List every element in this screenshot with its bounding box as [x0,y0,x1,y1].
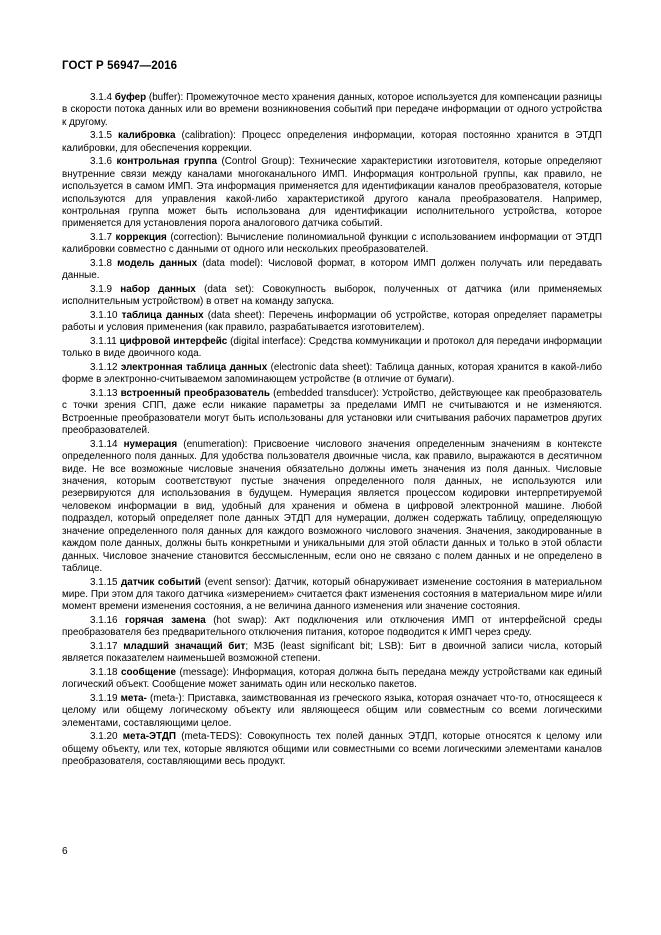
definition-text: (data model): Числовой формат, в котором ИМП должен получать или передавать данные. [62,258,602,282]
definition-number: 3.1.16 [90,614,118,626]
definition-text: (data set): Совокупность выборок, полученных от датчика (или применяемых исполнительным устройством) в ответ на команду запуска. [62,284,602,308]
definition-3-1-7 [62,232,602,257]
definition-3-1-13 [62,388,602,438]
definition-term: электронная таблица данных [120,362,268,374]
definition-number: 3.1.9 [90,284,112,296]
definition-3-1-15 [62,577,602,614]
definition-3-1-16 [62,615,602,640]
definition-3-1-4 [62,92,602,129]
definition-number: 3.1.7 [90,232,112,244]
definition-term: модель данных [117,258,198,270]
definition-term: коррекция [115,232,167,244]
definition-text: (meta-TEDS): Совокупность тех полей данных ЭТДП, которые относятся к целому или общему объекту, или тех, которые являются общими или совместными со всеми логическими элементами каналов преобразователя, составляющими весь продукт. [62,731,602,768]
definition-3-1-11 [62,336,602,361]
definition-3-1-9 [62,284,602,309]
definition-text: (Control Group): Технические характеристики изготовителя, которые определяют внутренние связи между каналами многоканального ИМП. Информация контрольной группы, как правило, не используется в самом ИМП. Эта информация применяется для идентификации каналов преобразователя, которые используются для управления какой-либо характеристикой другого канала преобразователя. Например, контрольная группа может быть использована для идентификации исполнительного устройства, которое применяется для установления порога аналогового датчика событий. [62,156,602,230]
definition-term: калибровка [118,130,176,142]
definition-number: 3.1.19 [90,692,118,704]
definition-3-1-12 [62,362,602,387]
definition-number: 3.1.6 [90,156,112,168]
definition-text: (data sheet): Перечень информации об устройстве, которая определяет параметры работы и условия применения (как правило, разрабатывается изготовителем). [62,310,602,334]
definition-number: 3.1.14 [90,438,118,450]
definition-text: (event sensor): Датчик, который обнаруживает изменение состояния в материальном мире. При этом для такого датчика «измерением» считается факт изменения состояния в материальном мире и/или момент времени изменения состояния, а не величина данного изменения или значение состояния. [62,576,603,613]
definition-text: (message): Информация, которая должна быть передана между устройствами как единый логический объект. Сообщение может занимать один или несколько пакетов. [62,666,602,691]
definition-text: (meta-): Приставка, заимствованная из греческого языка, которая означает что-то, относящееся к целому или общему логическому объекту или являющееся общим или совместным со всеми логическими элементами, составляющими целое. [62,692,603,729]
definition-term: датчик событий [121,576,201,588]
definition-number: 3.1.13 [90,388,118,400]
definition-term: цифровой интерфейс [119,336,228,348]
definition-number: 3.1.12 [90,362,118,374]
definition-text: (embedded transducer): Устройство, действующее как преобразователь с точки зрения СПП, даже если никакие параметры за пределами ИМП не считываются и не изменяются. Встроенные преобразователи могут быть использованы для установки или считывания рабочих параметров других преобразователей. [62,388,603,437]
definition-3-1-8 [62,258,602,283]
definition-3-1-14 [62,439,602,575]
definition-term: встроенный преобразователь [120,388,270,400]
definition-text: (enumeration): Присвоение числового значения определенным значениям в контексте определенного поля данных. Для удобства пользователя двоичные числа, как правило, выражаются в десятичном виде. Не все возможные числовые значения обязательно должны иметь значения из поля данных. Числовые значения, которым соответствуют пустые значения определенного поля данных, не используются или резервируются для использования в будущем. Нумерация является процессом кодировки интерпретируемой человеком информации в вид, удобный для хранения и обмена в цифровой электронной машине. Любой подраздел, который определяет поле данных ЭТДП для нумерации, должен содержать таблицу, определяющую значение определенного поля данных для каждого возможного числового значения. Значения, закодированные в каждом поле данных, должны быть конкретными и уникальными для этой области данных и только в этой области данных. Числовое значение становится бессмысленным, если оно не связано с полем данных и не определено в таблице. [62,438,602,574]
definitions-list [62,92,602,770]
definition-text: ; МЗБ (least significant bit; LSB): Бит в двоичной записи числа, который является показателем наименьшей возможной степени. [62,640,602,665]
definition-number: 3.1.11 [90,336,117,348]
definition-3-1-10 [62,310,602,335]
definition-term: буфер [114,92,147,103]
definition-text: (calibration): Процесс определения информации, которая постоянно хранится в ЭТДП калибровки, для обеспечения коррекции. [62,130,602,154]
definition-number: 3.1.5 [90,130,112,142]
definition-term: горячая замена [125,614,206,626]
definition-term: нумерация [123,438,178,450]
definition-term: контрольная группа [116,156,217,168]
definition-3-1-20 [62,731,602,768]
definition-number: 3.1.18 [90,666,118,678]
definition-term: младший значащий бит [123,640,246,652]
definition-number: 3.1.10 [90,310,118,322]
definition-number: 3.1.20 [90,731,118,743]
definition-term: таблица данных [121,310,204,322]
definition-number: 3.1.8 [90,258,112,270]
definition-3-1-19 [62,693,602,730]
definition-text: (buffer): Промежуточное место хранения данных, которое используется для компенсации разницы в скорости потока данных или во времени возникновения событий при передаче информации от одного устройства к другому. [62,92,602,128]
definition-number: 3.1.15 [90,576,118,588]
definition-3-1-5 [62,130,602,155]
definition-number: 3.1.17 [90,640,118,652]
definition-number: 3.1.4 [90,92,112,103]
definition-text: (correction): Вычисление полиномиальной функции с использованием информации от ЭТДП калибровки совместно с данными от одного или нескольких преобразователей. [62,232,602,256]
document-header: ГОСТ Р 56947—2016 [62,60,178,72]
definition-3-1-6 [62,156,602,230]
page-number: 6 [62,846,68,857]
definition-term: мета-ЭТДП [122,731,176,743]
definition-text: (electronic data sheet): Таблица данных, которая хранится в какой-либо форме в электронно-считываемом запоминающем устройстве (в отличие от бумаги). [62,362,602,386]
definition-3-1-17 [62,641,602,666]
definition-term: набор данных [120,284,196,296]
definition-term: мета- [120,692,147,704]
definition-text: (hot swap): Акт подключения или отключения ИМП от интерфейсной среды преобразователя без предварительного отключения питания, которое подводится к ИМП через среду. [62,614,603,639]
definition-3-1-18 [62,667,602,692]
definition-text: (digital interface): Средства коммуникации и протокол для передачи информации только в виде двоичного кода. [62,336,602,360]
definition-term: сообщение [121,666,177,678]
